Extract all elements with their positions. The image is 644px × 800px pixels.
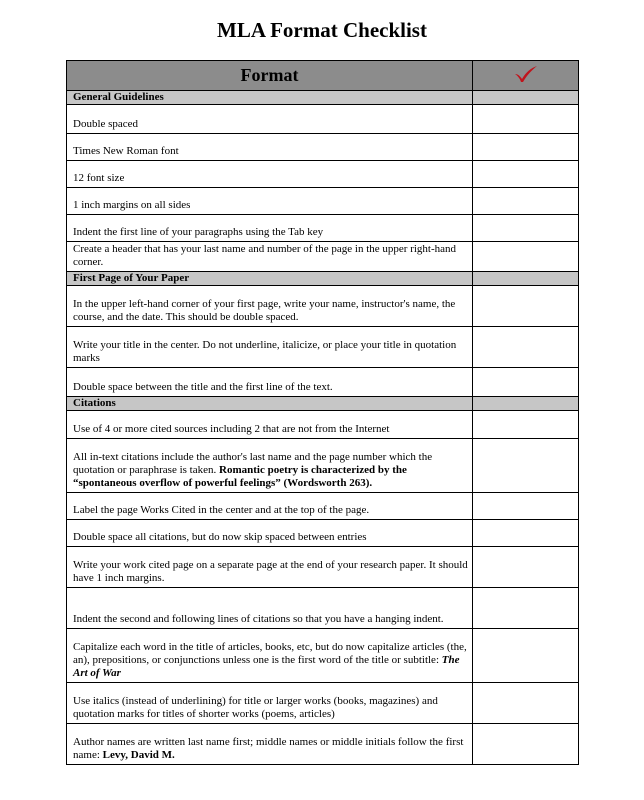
checklist-row	[67, 683, 579, 724]
item-italic-title: The Art of War	[73, 654, 460, 679]
checklist-row	[67, 327, 579, 368]
checklist-table	[66, 60, 579, 765]
checklist-item	[67, 242, 473, 272]
checklist-row	[67, 493, 579, 520]
item-text: Create a header that has your last name and number of the page in the upper right-hand corner.	[73, 243, 457, 268]
checklist-item	[67, 520, 473, 547]
item-text: 12 font size	[73, 172, 125, 184]
checklist-item	[67, 439, 473, 493]
check-cell[interactable]	[473, 105, 579, 134]
item-text: 1 inch margins on all sides	[73, 199, 191, 211]
item-text: Double space all citations, but do now skip spaced between entries	[73, 531, 367, 543]
item-text: Use italics (instead of underlining) for title or larger works (books, magazines) and quotation marks for titles of shorter works (poems, articles)	[73, 695, 438, 720]
item-emphasis: Romantic poetry is characterized by the “spontaneous overflow of powerful feelings” (Wordsworth 263).	[73, 464, 407, 489]
item-text: Author names are written last name first; middle names or middle initials follow the first name:	[73, 736, 464, 761]
check-cell[interactable]	[473, 411, 579, 439]
check-cell[interactable]	[473, 493, 579, 520]
item-text: Double space between the title and the first line of the text.	[73, 381, 333, 393]
item-text: Times New Roman font	[73, 145, 179, 157]
check-column-header	[473, 61, 579, 91]
check-cell[interactable]	[473, 368, 579, 397]
checklist-item	[67, 327, 473, 368]
section-check-cell	[473, 91, 579, 105]
item-text: Capitalize each word in the title of articles, books, etc, but do now capitalize articles (the, an), prepositions, or conjunctions unless one is the first word of the title or subtitle:	[73, 641, 467, 666]
checklist-item	[67, 547, 473, 588]
check-cell[interactable]	[473, 724, 579, 765]
item-text: Indent the second and following lines of citations so that you have a hanging indent.	[73, 613, 444, 625]
checklist-item	[67, 724, 473, 765]
checklist-item	[67, 368, 473, 397]
checklist-row	[67, 215, 579, 242]
item-text: In the upper left-hand corner of your first page, write your name, instructor's name, the course, and the date. This should be double spaced.	[73, 298, 456, 323]
section-header-row	[67, 91, 579, 105]
check-cell[interactable]	[473, 188, 579, 215]
check-cell[interactable]	[473, 629, 579, 683]
check-cell[interactable]	[473, 439, 579, 493]
section-header-row	[67, 272, 579, 286]
check-cell[interactable]	[473, 242, 579, 272]
item-text: Write your title in the center. Do not underline, italicize, or place your title in quotation marks	[73, 339, 457, 364]
check-cell[interactable]	[473, 134, 579, 161]
item-text: Write your work cited page on a separate page at the end of your research paper. It should have 1 inch margins.	[73, 559, 468, 584]
section-label: First Page of Your Paper	[67, 272, 473, 286]
checklist-item	[67, 215, 473, 242]
check-cell[interactable]	[473, 327, 579, 368]
section-check-cell	[473, 397, 579, 411]
checklist-item	[67, 683, 473, 724]
check-cell[interactable]	[473, 588, 579, 629]
checklist-item	[67, 188, 473, 215]
checklist-row	[67, 439, 579, 493]
checklist-row	[67, 368, 579, 397]
item-text: Label the page Works Cited in the center and at the top of the page.	[73, 504, 370, 516]
check-cell[interactable]	[473, 520, 579, 547]
checklist-row	[67, 188, 579, 215]
format-column-header: Format	[67, 61, 473, 91]
checklist-row	[67, 629, 579, 683]
checklist-row	[67, 134, 579, 161]
checklist-row	[67, 242, 579, 272]
checklist-item	[67, 105, 473, 134]
checklist-item	[67, 588, 473, 629]
section-check-cell	[473, 272, 579, 286]
checklist-item	[67, 629, 473, 683]
page-title: MLA Format Checklist	[217, 18, 427, 42]
checklist-row	[67, 547, 579, 588]
checklist-item	[67, 286, 473, 327]
section-header-row	[67, 397, 579, 411]
check-cell[interactable]	[473, 547, 579, 588]
check-cell[interactable]	[473, 161, 579, 188]
checklist-row	[67, 724, 579, 765]
checklist-row	[67, 286, 579, 327]
checklist-row	[67, 161, 579, 188]
checklist-row	[67, 105, 579, 134]
table-header-row	[67, 61, 579, 91]
item-text: All in-text citations include the author's last name and the page number which the quotation or paraphrase is taken.	[73, 451, 433, 476]
checklist-row	[67, 588, 579, 629]
checklist-item	[67, 493, 473, 520]
checklist-item	[67, 161, 473, 188]
check-cell[interactable]	[473, 683, 579, 724]
checklist-row	[67, 411, 579, 439]
item-text: Double spaced	[73, 118, 139, 130]
item-text: Indent the first line of your paragraphs using the Tab key	[73, 226, 324, 238]
check-cell[interactable]	[473, 215, 579, 242]
section-label: General Guidelines	[67, 91, 473, 105]
item-emphasis: Levy, David M.	[102, 749, 175, 761]
check-cell[interactable]	[473, 286, 579, 327]
checklist-item	[67, 134, 473, 161]
checklist-item	[67, 411, 473, 439]
section-label: Citations	[67, 397, 473, 411]
checkmark-icon	[513, 65, 539, 83]
checklist-row	[67, 520, 579, 547]
item-text: Use of 4 or more cited sources including 2 that are not from the Internet	[73, 423, 390, 435]
